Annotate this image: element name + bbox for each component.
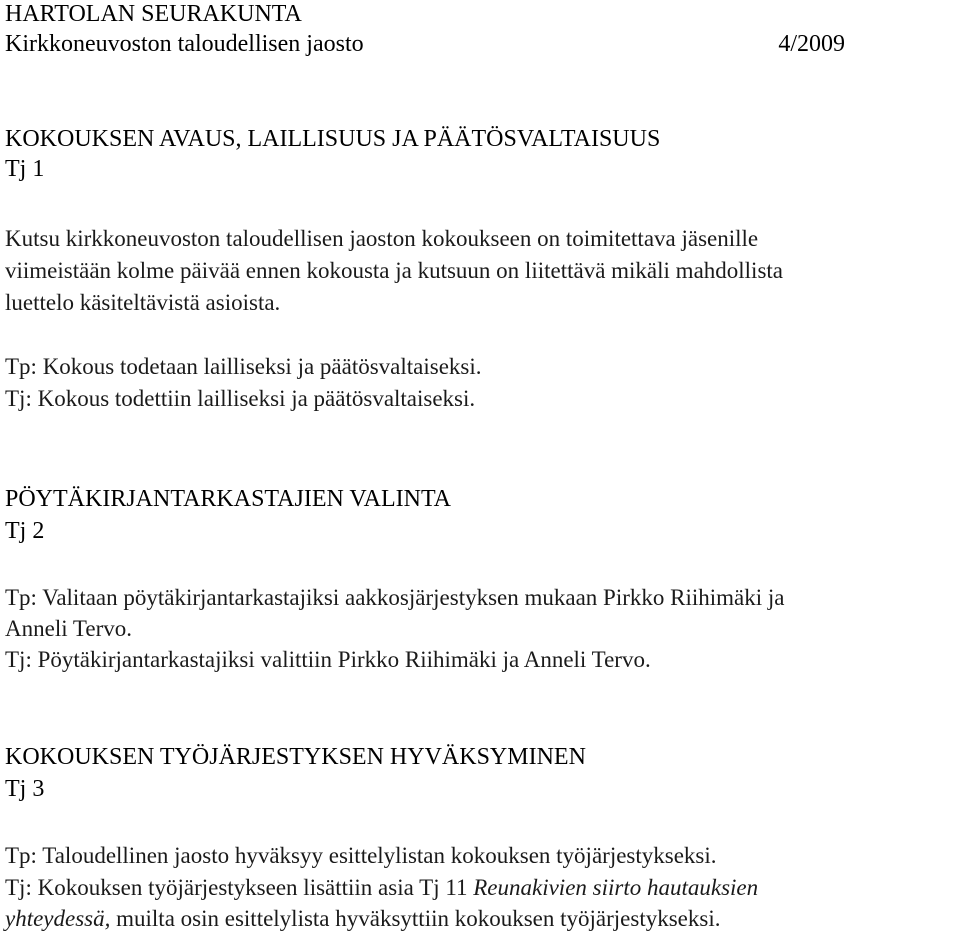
meeting-number: 4/2009	[778, 31, 845, 57]
item-1-decision: Tj: Kokous todettiin lailliseksi ja päätösvaltaiseksi.	[5, 386, 476, 411]
item-2-decision: Tj: Pöytäkirjantarkastajiksi valittiin Pirkko Riihimäki ja Anneli Tervo.	[5, 647, 651, 672]
item-3-title: KOKOUKSEN TYÖJÄRJESTYKSEN HYVÄKSYMINEN	[5, 744, 586, 770]
item-3-decision-italic-1: Reunakivien siirto hautauksien	[473, 875, 759, 900]
item-3-number: Tj 3	[5, 776, 45, 802]
item-1-text-line: Kutsu kirkkoneuvoston taloudellisen jaoston kokoukseen on toimitettava jäsenille	[5, 226, 759, 251]
item-3-decision-italic-2: yhteydessä,	[5, 906, 111, 931]
document-body-name: Kirkkoneuvoston taloudellisen jaosto	[5, 31, 364, 57]
item-2-number: Tj 2	[5, 518, 45, 544]
item-3-decision-line-1	[5, 873, 758, 903]
item-1-proposal: Tp: Kokous todetaan lailliseksi ja päätösvaltaiseksi.	[5, 354, 482, 379]
item-2-title: PÖYTÄKIRJANTARKASTAJIEN VALINTA	[5, 486, 452, 512]
item-1-number: Tj 1	[5, 156, 45, 182]
item-3-decision-prefix: Tj: Kokouksen työjärjestykseen lisättiin asia Tj 11	[5, 875, 474, 900]
item-1-title: KOKOUKSEN AVAUS, LAILLISUUS JA PÄÄTÖSVALTAISUUS	[5, 126, 661, 152]
item-2-proposal-line: Anneli Tervo.	[5, 616, 132, 641]
item-3-decision-suffix: muilta osin esittelylista hyväksyttiin kokouksen työjärjestykseksi.	[110, 906, 721, 931]
item-1-text-line: luettelo käsiteltävistä asioista.	[5, 290, 281, 315]
organization-name: HARTOLAN SEURAKUNTA	[5, 1, 302, 27]
item-1-text-line: viimeistään kolme päivää ennen kokousta ja kutsuun on liitettävä mikäli mahdollista	[5, 258, 783, 283]
item-3-proposal: Tp: Taloudellinen jaosto hyväksyy esittelylistan kokouksen työjärjestykseksi.	[5, 843, 717, 868]
item-3-decision-line-2	[5, 904, 720, 934]
item-2-proposal-line: Tp: Valitaan pöytäkirjantarkastajiksi aakkosjärjestyksen mukaan Pirkko Riihimäki ja	[5, 585, 785, 610]
